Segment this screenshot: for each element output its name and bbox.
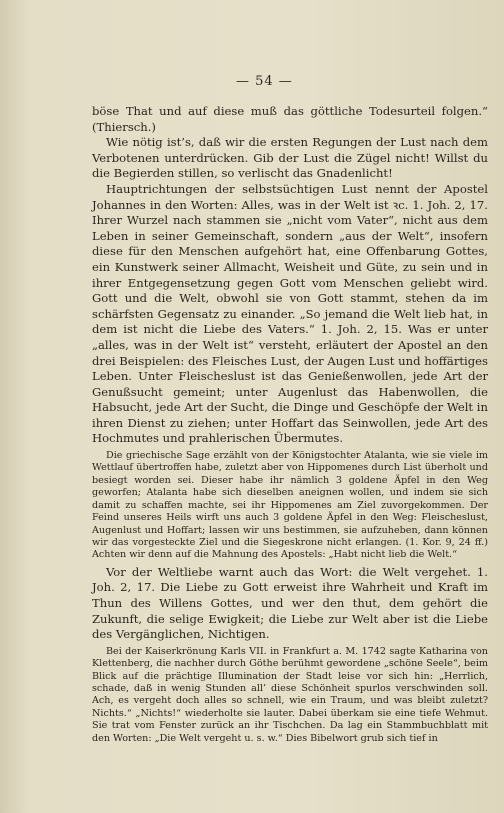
paragraph-weltliebe: Vor der Weltliebe warnt auch das Wort: die Welt vergehet. 1. Joh. 2, 17. Die Liebe zu Gott erweist ihre Wahrheit und Kraft im Thun des Willens Gottes, und wer den thut, dem gehört die Zukunft, die selige Ewigkeit; die Liebe zur Welt aber ist die Liebe des Vergänglichen, Nichtigen. [92, 564, 488, 642]
paragraph-hauptrichtungen: Hauptrichtungen der selbstsüchtigen Lust nennt der Apostel Johannes in den Worten: Alles, was in der Welt ist ꝛc. 1. Joh. 2, 17. Ihrer Wurzel nach stammen sie „nicht vom Vater“, nicht aus dem Leben in seiner Gemeinschaft, sondern „aus der Welt“, insofern diese für den Menschen aufgehört hat, eine Offenbarung Gottes, ein Kunstwerk seiner Allmacht, Weisheit und Güte, zu sein und in ihrer Entgegensetzung gegen Gott vom Menschen geliebt wird. Gott und die Welt, obwohl sie von Gott stammt, stehen da im schärfsten Gegensatz zu einander. „So jemand die Welt lieb hat, in dem ist nicht die Liebe des Vaters.“ 1. Joh. 2, 15. Was er unter „alles, was in der Welt ist“ versteht, erläutert der Apostel an den drei Beispielen: des Fleisches Lust, der Augen Lust und hoffärtiges Leben. Unter Fleischeslust ist das Genießenwollen, jede Art der Genußsucht gemeint; unter Augenlust das Habenwollen, die Habsucht, jede Art der Sucht, die Dinge und Geschöpfe der Welt in ihren Dienst zu ziehen; unter Hoffart das Seinwollen, jede Art des Hochmutes und prahlerischen Übermutes. [92, 181, 488, 446]
paragraph-klettenberg-example: Bei der Kaiserkrönung Karls VII. in Frankfurt a. M. 1742 sagte Katharina von Klettenberg, die nachher durch Göthe berühmt gewordene „schöne Seele“, beim Blick auf die prächtige Illumination der Stadt leise vor sich hin: „Herrlich, schade, daß in wenig Stunden all’ diese Schönheit spurlos verschwinden soll. Ach, es vergeht doch alles so schnell, wie ein Traum, und was bleibt zuletzt? Nichts.“ „Nichts!“ wiederholte sie lauter. Dabei überkam sie eine tiefe Wehmut. Sie trat vom Fenster zurück an ihr Tischchen. Da lag ein Stammbuchblatt mit den Worten: „Die Welt vergeht u. s. w.“ Dies Bibelwort grub sich tief in [92, 645, 488, 744]
page-body [92, 104, 488, 745]
paragraph-lust-warning: Wie nötig ist’s, daß wir die ersten Regungen der Lust nach dem Verbotenen unterdrücken. Gib der Lust die Zügel nicht! Willst du die Begierden stillen, so verlischt das Gnadenlicht! [92, 135, 488, 181]
paragraph-continuation: böse That und auf diese muß das göttliche Todesurteil folgen.“ (Thiersch.) [92, 104, 488, 134]
page-number: — 54 — [236, 74, 293, 89]
paragraph-atalanta-example: Die griechische Sage erzählt von der Königstochter Atalanta, wie sie viele im Wettlauf übertroffen habe, zuletzt aber von Hippomenes durch List überholt und besiegt worden sei. Dieser habe ihr nämlich 3 goldene Äpfel in den Weg geworfen; Atalanta habe sich dieselben aneignen wollen, und indem sie sich damit zu schaffen machte, sei ihr Hippomenes am Ziel zuvorgekommen. Der Feind unseres Heils wirft uns auch 3 goldene Äpfel in den Weg: Fleischeslust, Augenlust und Hoffart; lassen wir uns bestimmen, sie aufzuheben, dann können wir das vorgesteckte Ziel und die Siegeskrone nicht erlangen. (1. Kor. 9, 24 ff.) Achten wir denn auf die Mahnung des Apostels: „Habt nicht lieb die Welt.“ [92, 450, 488, 561]
